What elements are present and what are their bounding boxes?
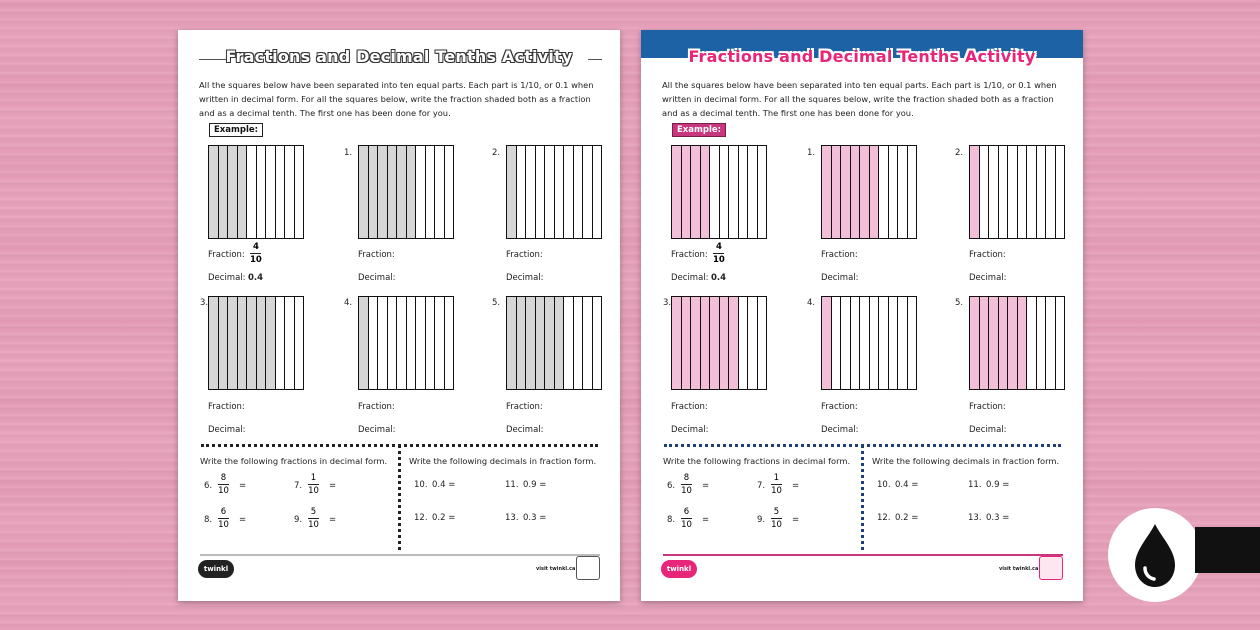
tenth-strip [999,146,1009,238]
footer-line [200,554,600,556]
question-fraction [218,473,229,496]
tenth-strip [574,146,584,238]
tenth-strip [426,146,436,238]
tenth-strip [526,146,536,238]
fractions-section-heading: Write the following fractions in decimal form. [200,456,388,466]
example-fraction [713,242,725,265]
decimal-label: Decimal: [969,425,1007,435]
question-number: 7. [757,481,766,491]
decimal-question: 0.2 = [895,513,919,523]
question-number: 2. [955,148,964,158]
tenth-strip [710,297,720,389]
tenth-strip [369,297,379,389]
tenth-strip [574,297,584,389]
decimal-label: Decimal: [969,273,1007,283]
decimal-label: Decimal: [671,273,709,283]
tenths-grid-5 [506,296,602,390]
numerator: 4 [715,242,722,252]
fraction-label: Fraction: [358,250,395,260]
tenth-strip [397,297,407,389]
decimal-label: Decimal: [358,273,396,283]
question-number: 11. [968,480,982,490]
decimal-question: 0.9 = [523,480,547,490]
decimal-question: 0.2 = [432,513,456,523]
tenth-strip [555,297,565,389]
decimals-section-heading: Write the following decimals in fraction form. [409,456,597,466]
decimal-label: Decimal: [671,425,709,435]
question-number: 9. [757,515,766,525]
tenth-strip [851,146,861,238]
fraction-label: Fraction: [671,250,708,260]
tenth-strip [228,297,238,389]
tenth-strip [266,297,276,389]
intro-text: All the squares below have been separated into ten equal parts. Each part is 1/10, or 0.1 when written in decimal form. For all the squares below, write the fraction shaded both as a fraction and as a decimal tenth. The first one has been done for you. [199,80,594,118]
twinkl-logo-icon: twinkl [661,560,697,578]
tenth-strip [276,297,286,389]
denominator: 10 [771,520,782,530]
tenth-strip [416,297,426,389]
tenth-strip [257,146,267,238]
fraction-bar [250,253,261,254]
tenth-strip [564,297,574,389]
fraction-bar [218,518,229,519]
tenth-strip [397,146,407,238]
tenth-strip [285,146,295,238]
question-number: 3. [200,298,209,308]
question-number: 9. [294,515,303,525]
page-title: Fractions and Decimal Tenths Activity [225,47,573,66]
question-number: 12. [414,513,428,523]
tenth-strip [851,297,861,389]
quality-stamp-icon [576,556,600,580]
example-fraction [250,242,262,265]
fraction-question [294,473,374,503]
visit-link: visit twinkl.ca [536,566,576,572]
example-tenths-grid [671,145,767,239]
equals-sign: = [702,515,710,525]
tenth-strip [517,297,527,389]
tenth-strip [407,297,417,389]
tenth-strip [526,297,536,389]
worksheet-greyscale [178,30,620,601]
question-number: 6. [204,481,213,491]
fraction-question [294,507,374,537]
fraction-label: Fraction: [821,250,858,260]
tenth-strip [593,146,602,238]
tenth-strip [435,146,445,238]
quality-stamp-icon [1039,556,1063,580]
numerator: 1 [773,473,780,483]
tenth-strip [841,146,851,238]
question-number: 1. [344,148,353,158]
tenth-strip [238,146,248,238]
question-number: 3. [663,298,672,308]
question-number: 12. [877,513,891,523]
question-number: 13. [968,513,982,523]
fraction-question [204,507,284,537]
equals-sign: = [239,515,247,525]
decimal-label: Decimal: [208,425,246,435]
tenths-grid-4 [358,296,454,390]
ink-saver-tab [1195,527,1260,573]
tenth-strip [359,297,369,389]
tenth-strip [247,297,257,389]
fraction-question [757,473,837,503]
denominator: 10 [713,255,725,265]
question-number: 8. [667,515,676,525]
tenth-strip [1046,297,1056,389]
tenth-strip [426,297,436,389]
tenth-strip [860,297,870,389]
tenth-strip [238,297,248,389]
tenths-grid-2 [506,145,602,239]
tenth-strip [209,146,219,238]
tenths-grid-5 [969,296,1065,390]
fraction-question [204,473,284,503]
tenth-strip [822,146,832,238]
question-number: 7. [294,481,303,491]
example-badge: Example: [672,123,726,137]
question-number: 10. [414,480,428,490]
tenths-grid-3 [671,296,767,390]
fraction-question [667,507,747,537]
numerator: 6 [683,507,690,517]
decimal-label: Decimal: [358,425,396,435]
question-number: 11. [505,480,519,490]
tenth-strip [1027,297,1037,389]
fraction-label: Fraction: [208,402,245,412]
tenth-strip [507,146,517,238]
denominator: 10 [218,520,229,530]
fraction-bar [218,484,229,485]
tenth-strip [555,146,565,238]
numerator: 5 [773,507,780,517]
tenth-strip [445,297,454,389]
tenth-strip [536,297,546,389]
denominator: 10 [250,255,262,265]
example-tenths-grid [208,145,304,239]
fraction-question [757,507,837,537]
fraction-bar [308,518,319,519]
decimal-label: Decimal: [506,425,544,435]
tenth-strip [1027,146,1037,238]
fractions-section-heading: Write the following fractions in decimal form. [663,456,851,466]
fraction-bar [681,484,692,485]
question-number: 5. [492,298,501,308]
tenth-strip [908,297,917,389]
tenth-strip [710,146,720,238]
tenth-strip [758,146,767,238]
question-number: 2. [492,148,501,158]
equals-sign: = [329,515,337,525]
fraction-label: Fraction: [506,250,543,260]
tenth-strip [407,146,417,238]
question-fraction [218,507,229,530]
tenth-strip [1018,146,1028,238]
footer-line [663,554,1063,556]
tenth-strip [257,297,267,389]
equals-sign: = [702,481,710,491]
tenth-strip [445,146,454,238]
tenths-grid-1 [358,145,454,239]
tenth-strip [672,146,682,238]
question-number: 1. [807,148,816,158]
tenth-strip [378,297,388,389]
tenth-strip [1008,146,1018,238]
question-number: 4. [807,298,816,308]
tenths-grid-4 [821,296,917,390]
fraction-question [667,473,747,503]
fraction-label: Fraction: [821,402,858,412]
decimal-label: Decimal: [208,273,246,283]
question-fraction [681,473,692,496]
fraction-label: Fraction: [358,402,395,412]
tenth-strip [879,297,889,389]
decimals-section-heading: Write the following decimals in fraction form. [872,456,1060,466]
ink-saver-badge[interactable] [1108,508,1202,602]
tenth-strip [720,297,730,389]
fraction-bar [681,518,692,519]
tenth-strip [1037,146,1047,238]
numerator: 5 [310,507,317,517]
tenth-strip [729,297,739,389]
dotted-column-divider [398,445,401,550]
tenth-strip [583,146,593,238]
fraction-label: Fraction: [208,250,245,260]
tenth-strip [870,146,880,238]
question-fraction [771,507,782,530]
example-decimal: 0.4 [711,273,727,283]
tenth-strip [416,146,426,238]
tenth-strip [908,146,917,238]
tenth-strip [832,297,842,389]
tenth-strip [285,297,295,389]
tenth-strip [583,297,593,389]
tenth-strip [359,146,369,238]
tenth-strip [295,146,304,238]
tenth-strip [593,297,602,389]
tenth-strip [672,297,682,389]
tenth-strip [1037,297,1047,389]
tenth-strip [879,146,889,238]
example-decimal: 0.4 [248,273,264,283]
question-fraction [308,473,319,496]
question-number: 5. [955,298,964,308]
numerator: 6 [220,507,227,517]
tenth-strip [691,146,701,238]
tenth-strip [219,297,229,389]
tenth-strip [388,297,398,389]
tenth-strip [228,146,238,238]
equals-sign: = [329,481,337,491]
tenth-strip [739,146,749,238]
tenth-strip [860,146,870,238]
tenth-strip [701,146,711,238]
fraction-bar [713,253,724,254]
tenth-strip [1008,297,1018,389]
denominator: 10 [681,486,692,496]
tenth-strip [739,297,749,389]
tenth-strip [970,146,980,238]
denominator: 10 [308,520,319,530]
decimal-question: 0.4 = [432,480,456,490]
tenth-strip [545,146,555,238]
dotted-column-divider [861,445,864,550]
tenth-strip [999,297,1009,389]
tenth-strip [209,297,219,389]
decimal-label: Decimal: [506,273,544,283]
denominator: 10 [308,486,319,496]
example-badge: Example: [209,123,263,137]
equals-sign: = [792,481,800,491]
question-number: 10. [877,480,891,490]
tenth-strip [691,297,701,389]
decimal-label: Decimal: [821,273,859,283]
tenth-strip [832,146,842,238]
question-number: 6. [667,481,676,491]
tenth-strip [989,146,999,238]
tenth-strip [729,146,739,238]
tenth-strip [980,146,990,238]
tenth-strip [682,146,692,238]
equals-sign: = [792,515,800,525]
fraction-bar [308,484,319,485]
ink-drop-icon [1108,508,1202,602]
tenth-strip [989,297,999,389]
tenth-strip [720,146,730,238]
question-fraction [308,507,319,530]
fraction-bar [771,484,782,485]
tenth-strip [276,146,286,238]
tenth-strip [682,297,692,389]
tenth-strip [545,297,555,389]
denominator: 10 [681,520,692,530]
twinkl-logo-icon: twinkl [198,560,234,578]
numerator: 8 [683,473,690,483]
tenth-strip [748,297,758,389]
tenth-strip [1046,146,1056,238]
tenth-strip [898,146,908,238]
tenth-strip [758,297,767,389]
visit-link: visit twinkl.ca [999,566,1039,572]
numerator: 8 [220,473,227,483]
tenth-strip [1018,297,1028,389]
page-title: Fractions and Decimal Tenths Activity [688,47,1036,66]
tenth-strip [841,297,851,389]
tenth-strip [889,297,899,389]
tenth-strip [1056,297,1065,389]
fraction-label: Fraction: [671,402,708,412]
tenth-strip [517,146,527,238]
question-number: 8. [204,515,213,525]
numerator: 1 [310,473,317,483]
tenth-strip [378,146,388,238]
worksheet-colour [641,30,1083,601]
tenth-strip [701,297,711,389]
tenth-strip [507,297,517,389]
decimal-label: Decimal: [821,425,859,435]
equals-sign: = [239,481,247,491]
tenth-strip [266,146,276,238]
question-fraction [681,507,692,530]
decimal-question: 0.9 = [986,480,1010,490]
tenth-strip [369,146,379,238]
tenth-strip [295,297,304,389]
decimal-question: 0.4 = [895,480,919,490]
fraction-label: Fraction: [506,402,543,412]
tenth-strip [536,146,546,238]
denominator: 10 [771,486,782,496]
tenth-strip [898,297,908,389]
tenth-strip [889,146,899,238]
tenth-strip [970,297,980,389]
tenth-strip [219,146,229,238]
decimal-question: 0.3 = [523,513,547,523]
question-fraction [771,473,782,496]
denominator: 10 [218,486,229,496]
fraction-label: Fraction: [969,250,1006,260]
question-number: 13. [505,513,519,523]
tenth-strip [388,146,398,238]
tenth-strip [435,297,445,389]
fraction-bar [771,518,782,519]
tenth-strip [748,146,758,238]
tenth-strip [870,297,880,389]
numerator: 4 [252,242,259,252]
intro-text: All the squares below have been separated into ten equal parts. Each part is 1/10, or 0.1 when written in decimal form. For all the squares below, write the fraction shaded both as a fraction and as a decimal tenth. The first one has been done for you. [662,80,1057,118]
tenth-strip [247,146,257,238]
tenth-strip [980,297,990,389]
tenth-strip [564,146,574,238]
tenths-grid-3 [208,296,304,390]
tenths-grid-1 [821,145,917,239]
fraction-label: Fraction: [969,402,1006,412]
question-number: 4. [344,298,353,308]
tenth-strip [822,297,832,389]
tenths-grid-2 [969,145,1065,239]
tenth-strip [1056,146,1065,238]
decimal-question: 0.3 = [986,513,1010,523]
